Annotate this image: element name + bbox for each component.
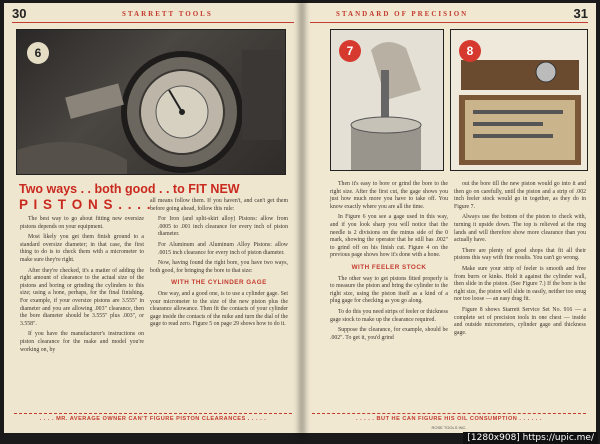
paragraph: One way, and a good one, is to use a cylinder gage. Set your micrometer to the size of the new piston plus the clearance allowance. Then fit the contacts of your cylinder gage inside the contacts of the mike and turn the dial of the gage to read zero. Figure 5 on page 29 shows how to do it. (150, 290, 288, 328)
right-column-1 (330, 181, 448, 345)
image-host-watermark: [1280x908] https://upic.me/ (463, 432, 598, 444)
paragraph: After they're checked, it's a matter of adding the right amount of clearance to the actual size of the pistons and boring or grinding the cylinders to this size; using a hone, perhaps, for the final finishing. For example, if your oversize pistons are 3.555" in diameter and you are allowing .003" clearance, then the bore diameter should be 3.555" plus .003", or 3.558". (20, 267, 144, 327)
book-spread (4, 3, 596, 433)
rule-aluminum: For Aluminum and Aluminum Alloy Pistons: allow .0015 inch clearance for every inch of piston diameter. (158, 241, 288, 256)
paragraph: all means follow them. If you haven't, and can't get them before going ahead, follow this rule: (150, 198, 288, 212)
paragraph: To do this you need strips of feeler or thickness gage stock to make up the clearance required. (330, 308, 448, 323)
figure-badge-8: 8 (459, 40, 481, 62)
left-column-1 (20, 216, 144, 357)
right-page (302, 3, 596, 433)
paragraph: Most likely you get them finish ground to a standard oversize diameter; in that case, the first thing to do is to check them with a micrometer to make sure they're right. (20, 234, 144, 263)
right-column-2 (454, 181, 586, 340)
paragraph: In Figure 6 you see a gage used in this way, and if you look sharp you will notice that the needle is 2 divisions on the minus side of the 0 mark, showing the operator that he still has .002" to grind off on his finish cut. Figure 4 on the previous page shows how it's done with a hone. (330, 214, 448, 259)
paragraph: out the bore till the new piston would go into it and then go on carefully, until the piston and a strip of .002 inch feeler stock would go in together, as they do in Figure 7. (454, 181, 586, 210)
gage-photo-illustration (17, 30, 285, 174)
left-page (4, 3, 302, 433)
running-title: STANDARD OF PRECISION (336, 10, 469, 18)
paragraph: Now, having found the right bore, you have two ways, both good, for bringing the bore to that size: (150, 260, 288, 274)
paragraph: The best way to go about fitting new oversize pistons depends on your equipment. (20, 216, 144, 230)
paragraph: If you have the manufacturer's instructions on piston clearance for the make and model you're working on, by (20, 331, 144, 353)
right-footer: . . . . . BUT HE CAN FIGURE HIS OIL CONSUMPTION . . . . . . (312, 413, 586, 422)
left-footer: . . . . MR. AVERAGE OWNER CAN'T FIGURE PISTON CLEARANCES . . . . . (14, 413, 292, 422)
headline-line-2: P I S T O N S . . . . (19, 197, 152, 212)
page-number: 31 (573, 6, 588, 21)
paragraph: The other way to get pistons fitted properly is to measure the piston and bring the cylinder to the right size, using the piston itself as a kind of a plug gage for checking as you go along. (330, 275, 448, 305)
left-header (12, 8, 294, 23)
figure-7-photo (330, 29, 444, 171)
headline-line-1: Two ways . . both good . . to FIT NEW (19, 182, 240, 196)
paragraph: Make sure your strip of feeler is smooth and free from burrs or kinks. Hold it against the cylinder wall, then slide in the piston. (See Figure 7.) If the bore is the right size, the piston will slide in easily, neither too snug nor too loose — an easy drag fit. (454, 265, 586, 303)
figure-6-photo (16, 29, 286, 175)
figure-8-photo (450, 29, 588, 171)
rule-iron: For Iron (and split-skirt alloy) Pistons: allow from .0005 to .001 inch clearance for every inch of piston diameter. (158, 216, 288, 238)
right-header (310, 8, 588, 23)
subheading-feeler-stock: WITH FEELER STOCK (351, 263, 427, 271)
paragraph: Suppose the clearance, for example, should be .002". To get it, you'd grind (330, 327, 448, 341)
page-number: 30 (12, 6, 27, 21)
left-column-2 (150, 198, 288, 332)
printer-imprint: ROSE TOOLS INC. (431, 425, 467, 430)
running-title: STARRETT TOOLS (122, 10, 213, 18)
paragraph: There are plenty of good shops that fit all their pistons this way with fine results. You can't go wrong. (454, 247, 586, 262)
subheading-cylinder-gage: WITH THE CYLINDER GAGE (171, 279, 267, 287)
paragraph: Then it's easy to bore or grind the bore to the right size. After the first cut, the gage shows you just how much more you have to take off. You know exactly where you are all the time. (330, 181, 448, 210)
paragraph: Figure 8 shows Starrett Service Set No. 916 — a complete set of precision tools in one chest — inside and outside micrometers, cylinder gage and thickness gage. (454, 306, 586, 336)
figure-badge-7: 7 (339, 40, 361, 62)
paragraph: Always use the bottom of the piston to check with, turning it upside down. The top is relieved at the ring lands and will therefore show more clearance than you actually have. (454, 214, 586, 244)
figure-badge-6: 6 (27, 42, 49, 64)
